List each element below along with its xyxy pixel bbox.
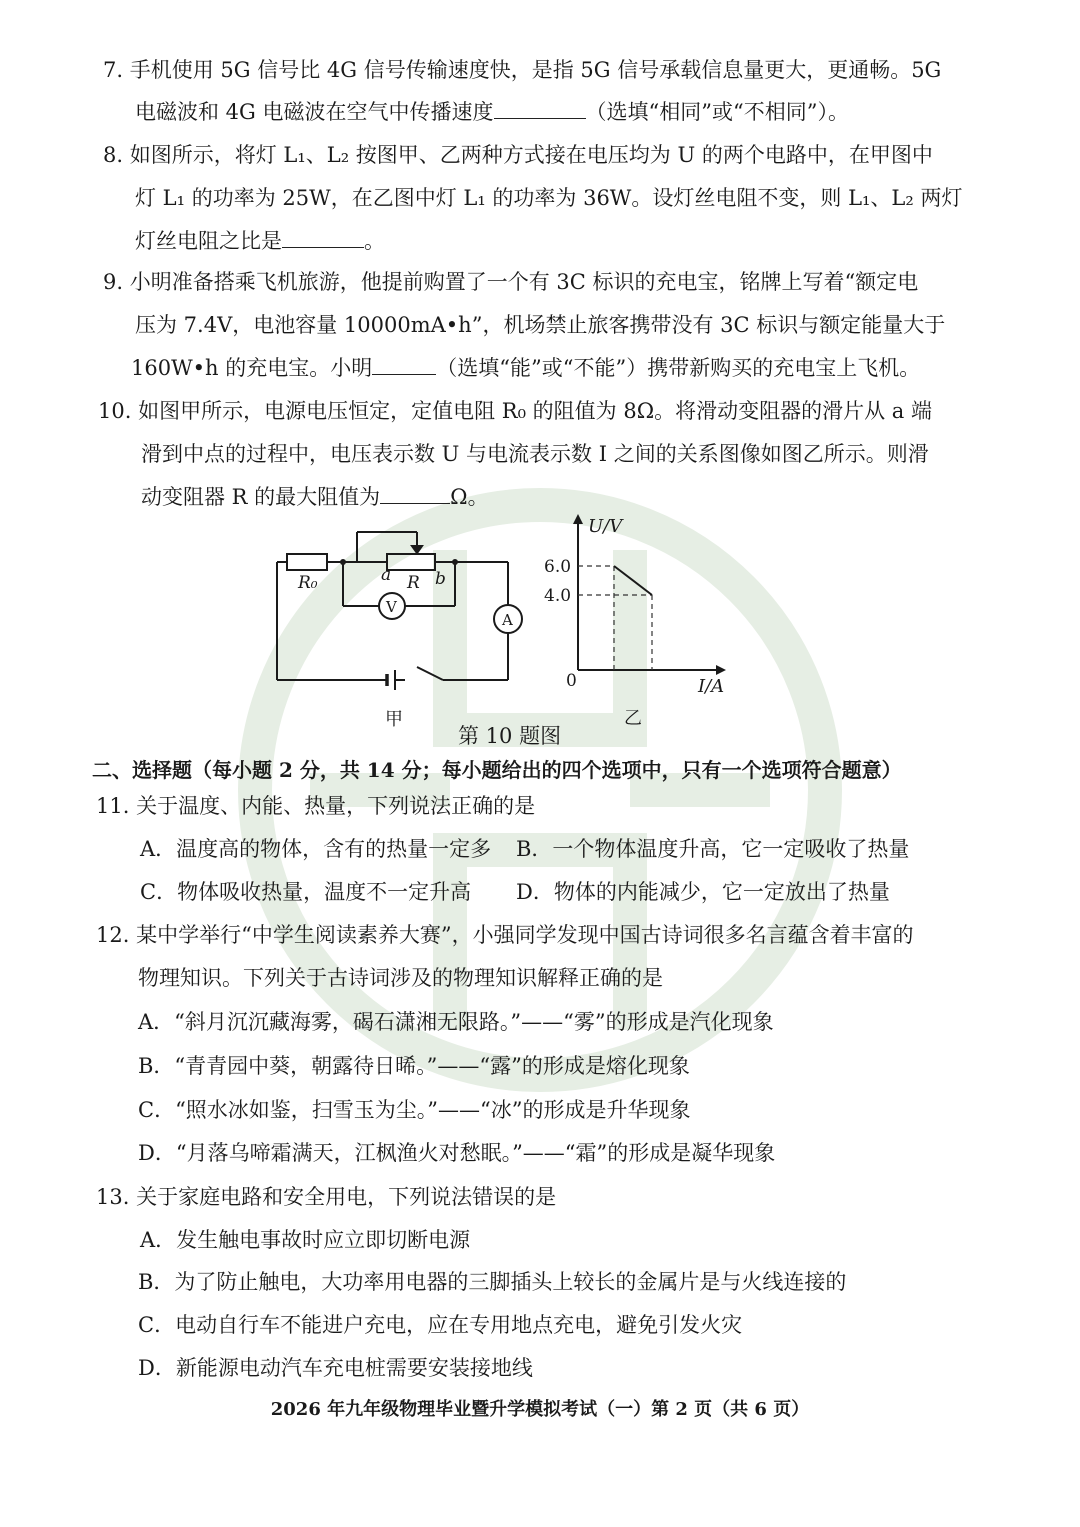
q12-option-a[interactable]: A．“斜月沉沉藏海雾，碣石潇湘无限路。”——“雾”的形成是汽化现象 [138, 1010, 774, 1034]
q12-text-line1: 某中学举行“中学生阅读素养大赛”，小强同学发现中国古诗词很多名言蕴含着丰富的 [136, 923, 914, 947]
q9-text-line1: 小明准备搭乘飞机旅游，他提前购置了一个有 3C 标识的充电宝，铭牌上写着“额定电 [129, 270, 919, 294]
q9-line3 [131, 354, 920, 382]
q12-number: 12. [96, 923, 130, 947]
q8-line3 [135, 227, 385, 255]
q12-option-d[interactable]: D．“月落乌啼霜满天，江枫渔火对愁眠。”——“霜”的形成是凝华现象 [138, 1141, 776, 1165]
q13-option-b[interactable]: B．为了防止触电，大功率用电器的三脚插头上较长的金属片是与火线连接的 [138, 1270, 847, 1294]
q10-number: 10. [98, 399, 132, 423]
rheostat-r [387, 554, 435, 570]
q10-text-line3a: 动变阻器 R 的最大阻值为 [141, 485, 381, 509]
q8-text-line1: 如图所示，将灯 L₁、L₂ 按图甲、乙两种方式接在电压均为 U 的两个电路中，在甲图中 [129, 143, 933, 167]
page-footer: 2026 年九年级物理毕业暨升学模拟考试（一）第 2 页（共 6 页） [270, 1399, 810, 1420]
r-label: R [407, 573, 420, 593]
q10-text-line1: 如图甲所示，电源电压恒定，定值电阻 R₀ 的阻值为 8Ω。将滑动变阻器的滑片从 a 端 [138, 399, 932, 423]
resistor-r0 [287, 554, 327, 570]
r0-label: R₀ [298, 573, 318, 593]
q10-answer-blank[interactable] [380, 483, 450, 504]
b-label: b [435, 569, 446, 589]
figure-title: 第 10 题图 [458, 724, 562, 748]
y-tick-low: 4.0 [544, 586, 572, 606]
q13-stem-text: 关于家庭电路和安全用电，下列说法错误的是 [136, 1185, 557, 1209]
q7-text-line2a: 电磁波和 4G 电磁波在空气中传播速度 [135, 100, 494, 124]
q11-number: 11. [96, 794, 130, 818]
circuit-caption: 甲 [385, 709, 403, 730]
q8-text-line3b: 。 [364, 229, 385, 253]
origin-label: 0 [566, 671, 577, 691]
q10-line3 [141, 483, 489, 511]
q11-stem-text: 关于温度、内能、热量，下列说法正确的是 [136, 794, 536, 818]
q12-option-c[interactable]: C．“照水冰如鉴，扫雪玉为尘。”——“冰”的形成是升华现象 [138, 1098, 691, 1122]
q7-line1 [103, 56, 941, 84]
a-label: a [381, 565, 392, 585]
q11-option-b[interactable]: B．一个物体温度升高，它一定吸收了热量 [516, 837, 910, 861]
q7-text-line2b: （选填“相同”或“不相同”）。 [585, 100, 849, 124]
q11-option-a[interactable]: A．温度高的物体，含有的热量一定多 [140, 837, 492, 861]
q12-line1 [96, 921, 914, 949]
y-tick-high: 6.0 [544, 557, 572, 577]
q10-line1 [98, 397, 932, 425]
q12-option-b[interactable]: B．“青青园中葵，朝露待日晞。”——“露”的形成是熔化现象 [138, 1054, 690, 1078]
q13-option-c[interactable]: C．电动自行车不能进户充电，应在专用地点充电，避免引发火灾 [138, 1313, 743, 1337]
q13-option-d[interactable]: D．新能源电动汽车充电桩需要安装接地线 [138, 1356, 533, 1380]
q9-line1 [103, 268, 918, 296]
q8-line2: 灯 L₁ 的功率为 25W，在乙图中灯 L₁ 的功率为 36W。设灯丝电阻不变，则 L₁、L₂ 两灯 [135, 186, 963, 210]
q10-text-line3b: Ω。 [450, 485, 489, 509]
ui-graph [530, 510, 740, 730]
q9-text-line3a: 160W•h 的充电宝。小明 [131, 356, 373, 380]
q13-option-a[interactable]: A．发生触电事故时应立即切断电源 [140, 1228, 471, 1252]
q11-option-d[interactable]: D．物体的内能减少，它一定放出了热量 [516, 880, 890, 904]
q11-option-c[interactable]: C．物体吸收热量，温度不一定升高 [140, 880, 472, 904]
q9-number: 9. [103, 270, 124, 294]
q9-answer-blank[interactable] [372, 354, 436, 375]
q13-number: 13. [96, 1185, 130, 1209]
q9-text-line3b: （选填“能”或“不能”）携带新购买的充电宝上飞机。 [436, 356, 921, 380]
q9-line2: 压为 7.4V，电池容量 10000mA•h”，机场禁止旅客携带没有 3C 标识与额定能量大于 [135, 313, 946, 337]
graph-caption: 乙 [624, 708, 642, 729]
q11-stem [96, 792, 535, 820]
ui-line [614, 566, 652, 595]
q7-line2 [135, 98, 849, 126]
q7-answer-blank[interactable] [494, 98, 586, 119]
circuit-diagram [265, 520, 535, 735]
x-axis-label: I/A [698, 676, 725, 697]
q8-answer-blank[interactable] [282, 227, 364, 248]
q13-stem [96, 1183, 556, 1211]
y-axis-label: U/V [588, 516, 623, 537]
q8-number: 8. [103, 143, 124, 167]
q7-text-line1: 手机使用 5G 信号比 4G 信号传输速度快，是指 5G 信号承载信息量更大，更通畅。5G [129, 58, 942, 82]
section2-heading: 二、选择题（每小题 2 分，共 14 分；每小题给出的四个选项中，只有一个选项符合题意） [92, 758, 902, 782]
q8-text-line3a: 灯丝电阻之比是 [135, 229, 282, 253]
voltmeter-symbol: V [386, 598, 397, 616]
q7-number: 7. [103, 58, 124, 82]
q8-line1 [103, 141, 933, 169]
q10-line2: 滑到中点的过程中，电压表示数 U 与电流表示数 I 之间的关系图像如图乙所示。则滑 [141, 442, 929, 466]
q12-line2: 物理知识。下列关于古诗词涉及的物理知识解释正确的是 [138, 966, 663, 990]
ammeter-symbol: A [502, 611, 513, 629]
